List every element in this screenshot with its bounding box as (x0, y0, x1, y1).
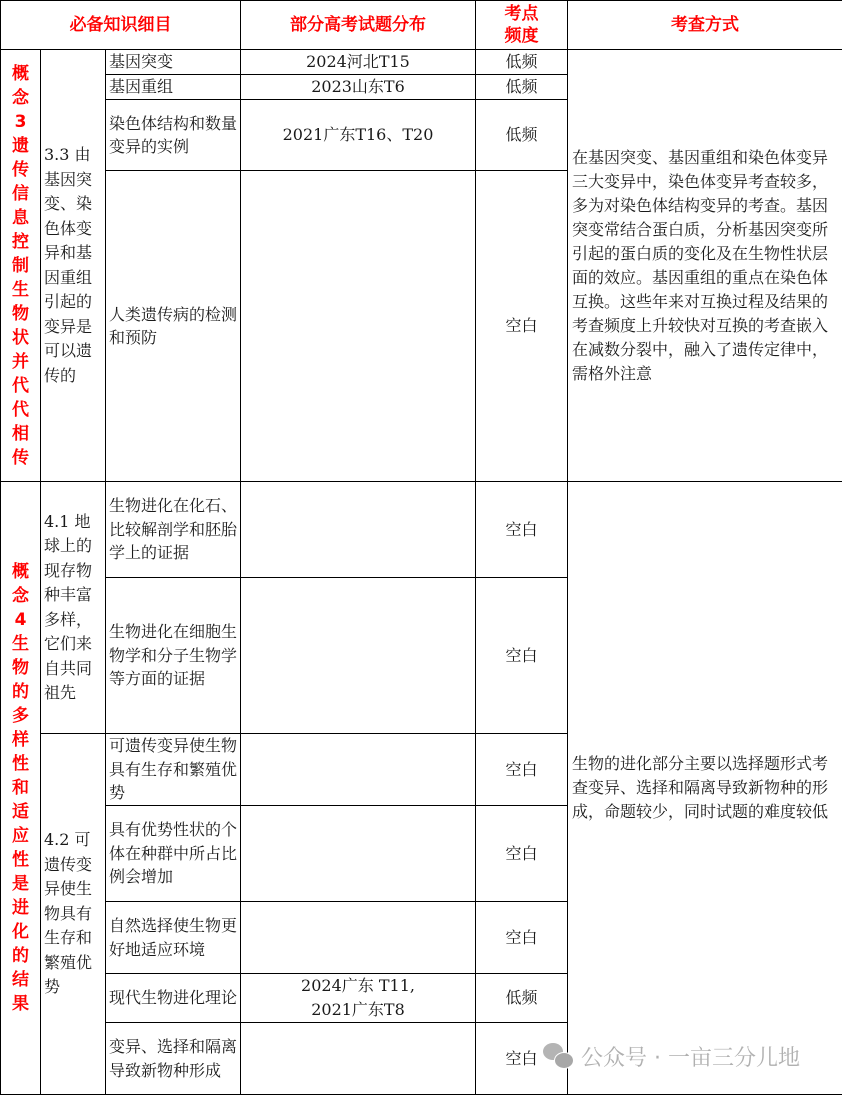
exam-line: 2024广东 T11, (245, 974, 471, 998)
frequency-cell: 低频 (476, 974, 568, 1023)
header-row (1, 1, 842, 50)
item-cell: 可遗传变异使生物具有生存和繁殖优势 (106, 734, 241, 806)
frequency-cell: 低频 (476, 100, 568, 171)
header-knowledge-items: 必备知识细目 (1, 1, 241, 50)
header-assessment-method: 考查方式 (568, 1, 842, 50)
watermark (543, 1040, 800, 1072)
table-row (1, 482, 842, 578)
item-cell: 基因重组 (106, 75, 241, 100)
frequency-cell: 空白 (476, 806, 568, 902)
item-cell: 染色体结构和数量变异的实例 (106, 100, 241, 171)
item-cell: 生物进化在细胞生物学和分子生物学等方面的证据 (106, 578, 241, 734)
item-cell: 人类遗传病的检测和预防 (106, 171, 241, 482)
frequency-cell: 空白 (476, 578, 568, 734)
frequency-cell: 低频 (476, 75, 568, 100)
exam-cell (241, 806, 476, 902)
header-frequency: 考点频度 (476, 1, 568, 50)
assessment-method-concept-4: 生物的进化部分主要以选择题形式考查变异、选择和隔离导致新物种的形成，命题较少，同时试题的难度较低 (568, 482, 842, 1095)
subsection-4-1: 4.1 地球上的现存物种丰富多样，它们来自共同祖先 (41, 482, 106, 734)
header-exam-distribution: 部分高考试题分布 (241, 1, 476, 50)
exam-cell: 2021广东T16、T20 (241, 100, 476, 171)
exam-cell: 2024河北T15 (241, 50, 476, 75)
frequency-cell: 空白 (476, 482, 568, 578)
exam-cell (241, 974, 476, 1023)
frequency-cell: 低频 (476, 50, 568, 75)
exam-cell: 2023山东T6 (241, 75, 476, 100)
exam-cell (241, 578, 476, 734)
frequency-cell: 空白 (476, 734, 568, 806)
item-cell: 现代生物进化理论 (106, 974, 241, 1023)
frequency-cell: 空白 (476, 1023, 568, 1095)
table-row (1, 50, 842, 75)
concept-4-label: 概 念 4 生 物 的 多 样 性 和 适 应 性 是 进 化 的 结 果 (1, 482, 41, 1095)
frequency-cell: 空白 (476, 171, 568, 482)
subsection-4-2: 4.2 可遗传变异使生物具有生存和繁殖优势 (41, 734, 106, 1095)
watermark-text: 公众号 · 一亩三分儿地 (581, 1041, 800, 1072)
exam-cell (241, 1023, 476, 1095)
item-cell: 具有优势性状的个体在种群中所占比例会增加 (106, 806, 241, 902)
exam-line: 2021广东T8 (245, 998, 471, 1022)
subsection-3-3: 3.3 由基因突变、染色体变异和基因重组引起的变异是可以遗传的 (41, 50, 106, 482)
exam-cell (241, 171, 476, 482)
exam-cell (241, 902, 476, 974)
exam-cell (241, 482, 476, 578)
assessment-method-concept-3: 在基因突变、基因重组和染色体变异三大变异中，染色体变异考查较多，多为对染色体结构变异的考查。基因突变常结合蛋白质，分析基因突变所引起的蛋白质的变化及在生物性状层面的效应。基因重组的重点在染色体互换。这些年来对互换过程及结果的考查频度上升较快对互换的考查嵌入在减数分裂中，融入了遗传定律中，需格外注意 (568, 50, 842, 482)
item-cell: 生物进化在化石、比较解剖学和胚胎学上的证据 (106, 482, 241, 578)
item-cell: 基因突变 (106, 50, 241, 75)
item-cell: 自然选择使生物更好地适应环境 (106, 902, 241, 974)
frequency-cell: 空白 (476, 902, 568, 974)
item-cell: 变异、选择和隔离导致新物种形成 (106, 1023, 241, 1095)
exam-cell (241, 734, 476, 806)
concept-3-label: 概 念 3 遗 传 信 息 控 制 生 物 状 并 代 代 相 传 (1, 50, 41, 482)
wechat-icon (543, 1043, 573, 1069)
